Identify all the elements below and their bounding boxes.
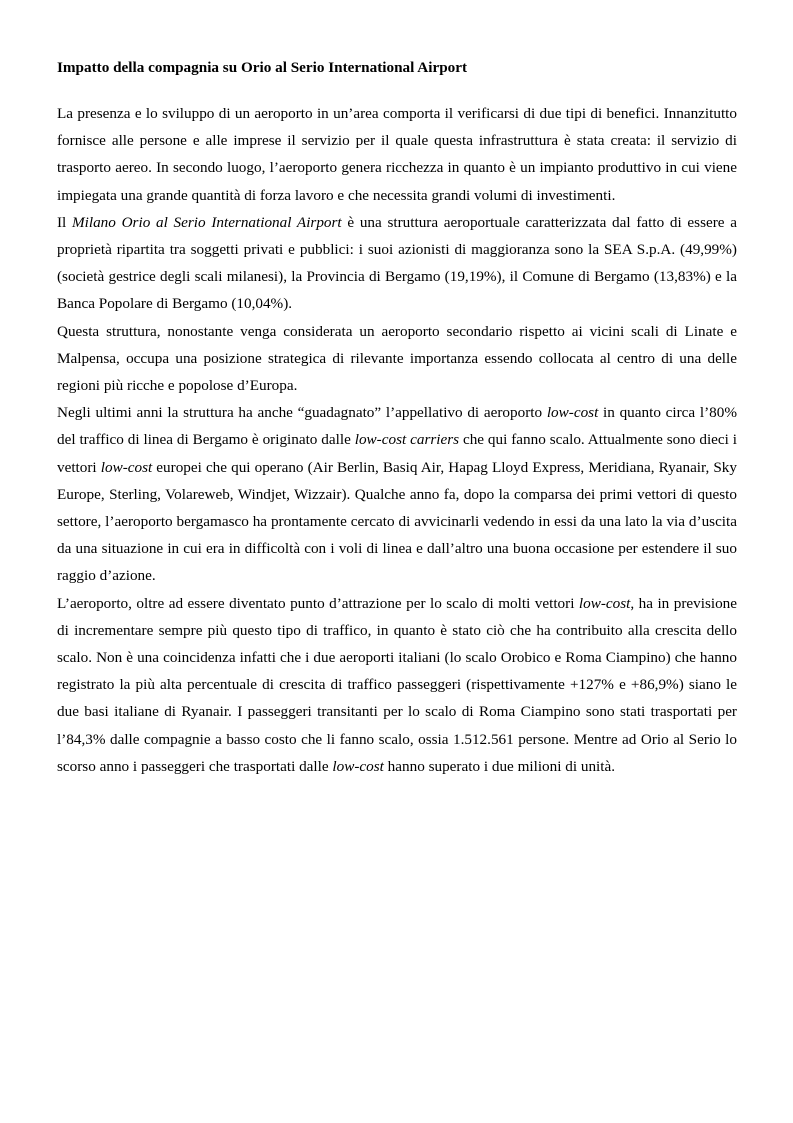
paragraph-text: è una struttura aeroportuale caratterizzata dal fatto di essere a proprietà ripartita tra soggetti privati e pubblici: i suoi azionisti di maggioranza sono la SEA S.p.A. (49,99%) (società gestrice degli scali milanesi), la Provincia di Bergamo (19,19%), il Comune di Bergamo (13,83%) e la Banca Popolare di Bergamo (10,04%). (57, 213, 737, 313)
paragraph-text: L’aeroporto, oltre ad essere diventato punto d’attrazione per lo scalo di molti vettori (57, 594, 579, 612)
paragraph-1 (57, 100, 737, 209)
document-title: Impatto della compagnia su Orio al Serio International Airport (57, 59, 468, 76)
paragraph-text: hanno superato i due milioni di unità. (383, 757, 616, 775)
paragraph-text: Negli ultimi anni la struttura ha anche “guadagnato” l’appellativo di aeroporto (57, 404, 547, 422)
low-cost-carriers-italic: low-cost carriers (354, 431, 460, 449)
low-cost-italic: low-cost (578, 594, 631, 612)
paragraph-text: Questa struttura, nonostante venga considerata un aeroporto secondario rispetto ai vicini scali di Linate e Malpensa, occupa una posizione strategica di rilevante importanza essendo collocata al centro di una delle regioni più ricche e popolose d’Europa. (57, 322, 737, 395)
paragraph-3 (57, 318, 737, 400)
low-cost-italic: low-cost (100, 458, 153, 476)
paragraph-5 (57, 590, 737, 780)
paragraph-text: , ha in previsione di incrementare sempre più questo tipo di traffico, in quanto è stato ciò che ha contribuito alla crescita dello scalo. Non è una coincidenza infatti che i due aeroporti italiani (lo scalo Orobico e Roma Ciampino) che hanno registrato la più alta percentuale di crescita di traffico passeggeri (rispettivamente +127% e +86,9%) siano le due basi italiane di Ryanair. I passeggeri transitanti per lo scalo di Roma Ciampino sono stati trasportati per l’84,3% dalle compagnie a basso costo che li fanno scalo, ossia 1.512.561 persone. Mentre ad Orio al Serio lo scorso anno i passeggeri che trasportati dalle (57, 594, 737, 775)
paragraph-text: Il (57, 213, 72, 231)
paragraph-2 (57, 209, 737, 318)
paragraph-text: La presenza e lo sviluppo di un aeroporto in un’area comporta il verificarsi di due tipi di benefici. Innanzitutto fornisce alle persone e alle imprese il servizio per il quale questa infrastruttura è stata creata: il servizio di trasporto aereo. In secondo luogo, l’aeroporto genera ricchezza in quanto è un impianto produttivo in cui viene impiegata una grande quantità di forza lavoro e che necessita grandi volumi di investimenti. (57, 105, 737, 204)
document-body (57, 100, 737, 780)
low-cost-italic: low-cost (332, 757, 384, 775)
paragraph-text: che qui fanno scalo. Attualmente sono dieci i vettori (57, 431, 737, 476)
paragraph-4 (57, 399, 737, 589)
paragraph-text: europei che qui operano (Air Berlin, Basiq Air, Hapag Lloyd Express, Meridiana, Ryanair, Sky Europe, Sterling, Volareweb, Windjet, Wizzair). Qualche anno fa, dopo la comparsa dei primi vettori di questo settore, l’aeroporto bergamasco ha prontamente cercato di avvicinarli vedendo in essi da una lato la via d’uscita da una situazione in cui era in difficoltà con i voli di linea e dall’altro una buona occasione per estendere il suo raggio d’azione. (57, 458, 737, 585)
low-cost-italic: low-cost (546, 404, 599, 422)
airport-name-italic: Milano Orio al Serio International Airport (72, 213, 342, 231)
paragraph-text: in quanto circa l’80% del traffico di linea di Bergamo è originato dalle (57, 404, 737, 449)
